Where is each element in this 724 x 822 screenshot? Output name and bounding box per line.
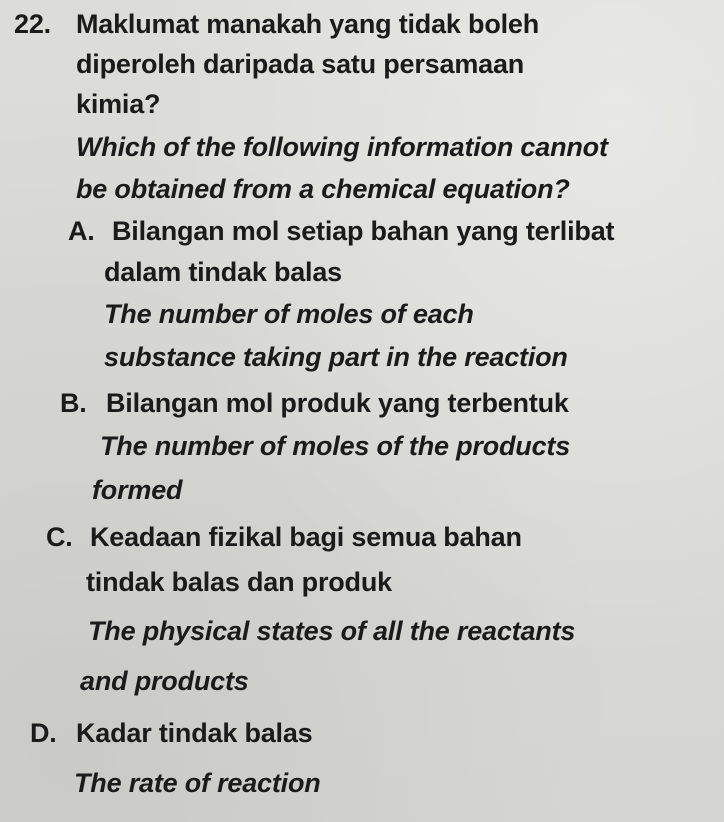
option-a-letter: A. [68, 216, 95, 246]
option-b-letter: B. [60, 388, 87, 418]
option-a-english-line-2: substance taking part in the reaction [104, 342, 568, 372]
option-a-malay-line-2: dalam tindak balas [104, 257, 342, 287]
option-a-malay-line-1: Bilangan mol setiap bahan yang terlibat [112, 216, 615, 246]
question-english-line-1: Which of the following information cannot [76, 132, 608, 162]
option-c-malay-line-1: Keadaan fizikal bagi semua bahan [90, 522, 522, 552]
option-d-malay-line-1: Kadar tindak balas [76, 718, 313, 748]
option-c-malay-line-2: tindak balas dan produk [86, 567, 392, 597]
option-c-english-line-1: The physical states of all the reactants [88, 616, 576, 646]
option-a-english-line-1: The number of moles of each [104, 299, 474, 329]
option-b-english-line-2: formed [92, 475, 183, 505]
option-d-english-line-1: The rate of reaction [74, 768, 321, 798]
option-c-english-line-2: and products [80, 666, 249, 696]
question-malay-line-3: kimia? [76, 89, 161, 119]
option-d-letter: D. [30, 718, 57, 748]
option-b-malay-line-1: Bilangan mol produk yang terbentuk [106, 388, 569, 418]
option-b-english-line-1: The number of moles of the products [100, 431, 571, 461]
question-number: 22. [14, 9, 51, 39]
option-c-letter: C. [46, 522, 73, 552]
question-english-line-2: be obtained from a chemical equation? [76, 174, 570, 204]
question-malay-line-2: diperoleh daripada satu persamaan [76, 49, 525, 79]
question-malay-line-1: Maklumat manakah yang tidak boleh [76, 9, 540, 39]
